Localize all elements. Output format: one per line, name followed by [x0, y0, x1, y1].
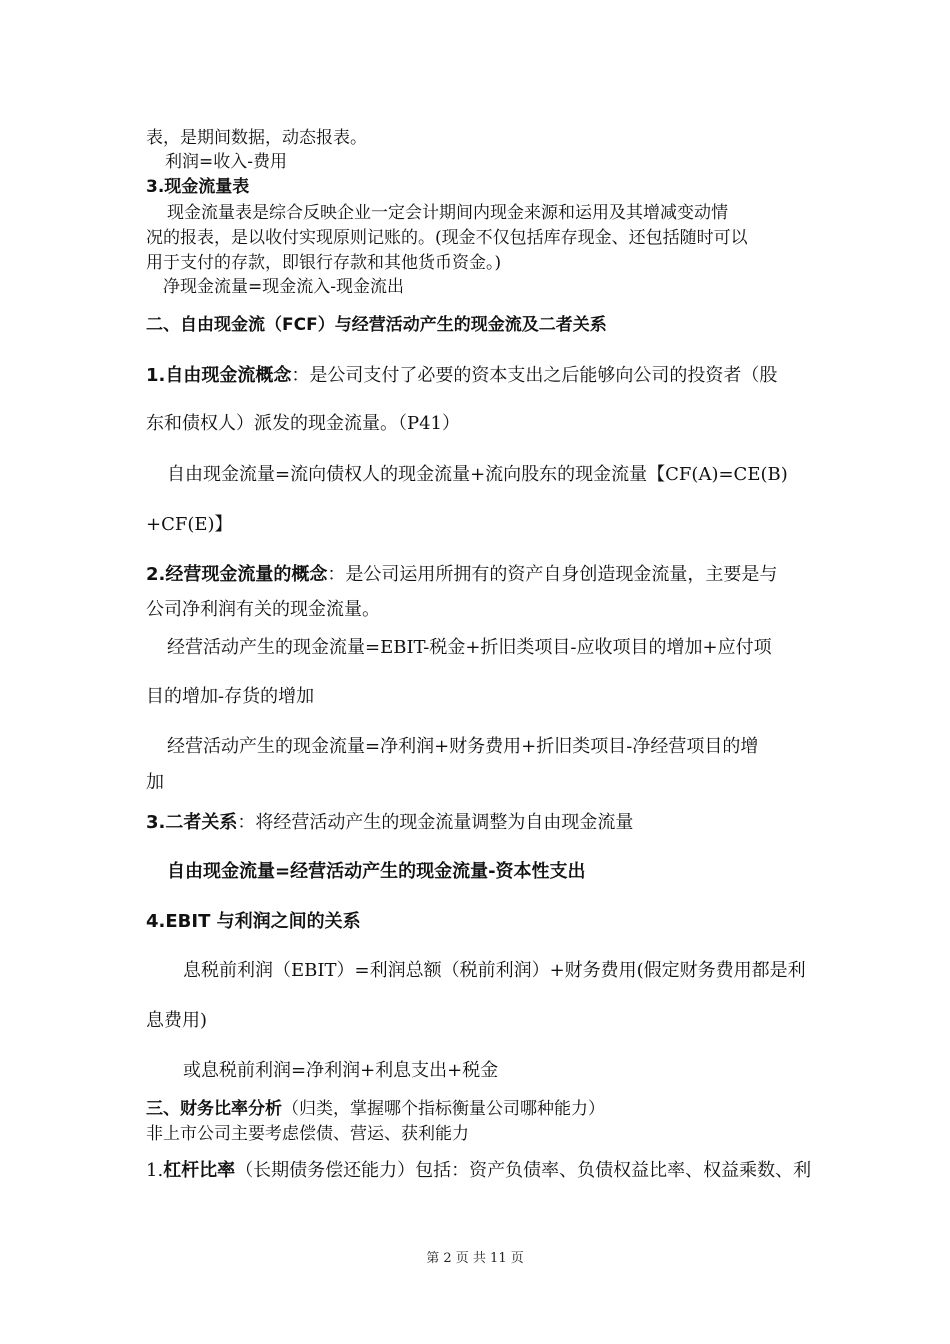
formula-line: 经营活动产生的现金流量=净利润+财务费用+折旧类项目-净经营项目的增 [167, 736, 759, 757]
section-heading [146, 1098, 605, 1120]
formula-line: 自由现金流量=流向债权人的现金流量+流向股东的现金流量【CF(A)=CE(B) [167, 464, 788, 485]
text-line: 利润=收入-费用 [165, 152, 287, 172]
item-number: 1. [146, 1160, 164, 1181]
section-heading: 二、自由现金流（FCF）与经营活动产生的现金流及二者关系 [146, 315, 607, 335]
section-heading: 4.EBIT 与利润之间的关系 [146, 911, 361, 932]
term-label: 1.自由现金流概念 [146, 365, 292, 386]
formula-line: 加 [146, 772, 164, 793]
formula-line: 目的增加-存货的增加 [146, 686, 315, 707]
definition-line [146, 1160, 811, 1182]
definition-line [146, 812, 633, 834]
text-line: 东和债权人）派发的现金流量。（P41） [146, 413, 461, 434]
formula-line: 净现金流量=现金流入-现金流出 [163, 277, 404, 297]
term-label: 3.二者关系 [146, 812, 238, 833]
text-line: 用于支付的存款，即银行存款和其他货币资金。) [146, 253, 502, 273]
formula-line: 息费用) [146, 1010, 208, 1031]
term-label: 杠杆比率 [163, 1160, 236, 1181]
text-line: 表，是期间数据，动态报表。 [146, 128, 367, 148]
page-footer: 第 2 页 共 11 页 [426, 1251, 524, 1266]
definition-text: ：是公司支付了必要的资本支出之后能够向公司的投资者（股 [291, 365, 778, 386]
heading-label: 三、财务比率分析 [146, 1099, 282, 1119]
formula-line: 息税前利润（EBIT）=利润总额（税前利润）+财务费用(假定财务费用都是利 [183, 960, 806, 981]
definition-text: ：是公司运用所拥有的资产自身创造现金流量，主要是与 [327, 564, 778, 585]
formula-line: 或息税前利润=净利润+利息支出+税金 [183, 1060, 499, 1081]
text-line: 非上市公司主要考虑偿债、营运、获利能力 [146, 1124, 469, 1144]
definition-line [146, 365, 777, 387]
text-line: 况的报表，是以收付实现原则记账的。(现金不仅包括库存现金、还包括随时可以 [146, 228, 748, 248]
term-label: 2.经营现金流量的概念 [146, 564, 328, 585]
heading-note: （归类，掌握哪个指标衡量公司哪种能力） [282, 1099, 605, 1119]
text-line: 公司净利润有关的现金流量。 [146, 599, 380, 620]
text-line: 现金流量表是综合反映企业一定会计期间内现金来源和运用及其增减变动情 [167, 203, 728, 223]
definition-line [146, 564, 777, 586]
definition-text: ：将经营活动产生的现金流量调整为自由现金流量 [237, 812, 634, 833]
formula-line: 经营活动产生的现金流量=EBIT-税金+折旧类项目-应收项目的增加+应付项 [167, 637, 772, 658]
section-heading: 3.现金流量表 [146, 177, 250, 197]
definition-text: （长期债务偿还能力）包括：资产负债率、负债权益比率、权益乘数、利 [235, 1160, 812, 1181]
formula-line: 自由现金流量=经营活动产生的现金流量-资本性支出 [167, 861, 586, 882]
formula-line: +CF(E)】 [146, 514, 233, 535]
